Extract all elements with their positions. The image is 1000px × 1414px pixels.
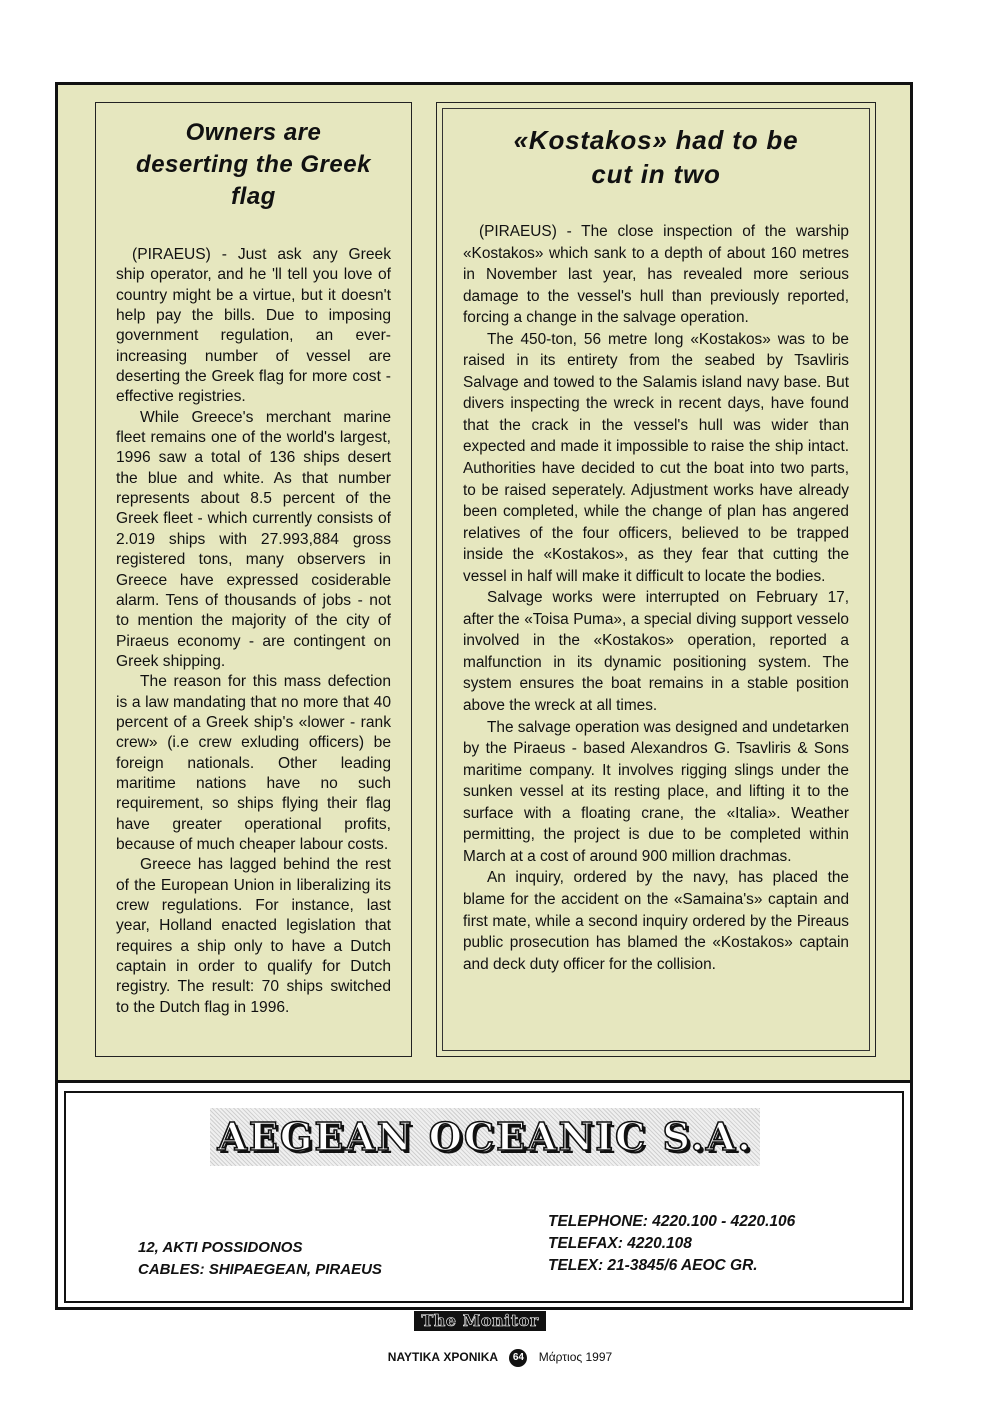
article-kostakos-column bbox=[436, 102, 876, 1057]
article-paragraph: While Greece's merchant marine fleet remains one of the world's largest, 1996 saw a total of 136 ships desert the blue and white. As that number represents about 8.5 percent of the Greek fleet - which currently consists of 2.019 ships with 27.993,884 gross registered tons, many observers in Greece have expressed cosiderable alarm. Tens of thousands of jobs - not to mention the majority of the city of Piraeus economy - are contingent on Greek shipping. bbox=[116, 408, 391, 670]
article-paragraph: (PIRAEUS) - The close inspection of the warship «Kostakos» which sank to a depth of about 160 metres in November last year, has revealed more serious damage to the vessel's hull than previously reported, forcing a change in the salvage operation. bbox=[463, 223, 849, 327]
article-paragraph: An inquiry, ordered by the navy, has placed the blame for the accident on the «Samaina's» captain and first mate, while a second inquiry ordered by the Pireaus public prosecution has blamed the «Kostakos» captain and deck duty officer for the collision. bbox=[463, 869, 849, 973]
advertisement-box bbox=[64, 1091, 904, 1303]
issue-date: Μάρτιος 1997 bbox=[538, 1350, 613, 1364]
company-name: AEGEAN OCEANIC S.A. bbox=[217, 1114, 753, 1159]
page-number: 64 bbox=[509, 1349, 527, 1367]
article-paragraph: The 450-ton, 56 metre long «Kostakos» was to be raised in its entirety from the seabed by Tsavliris Salvage and towed to the Salamis island navy base. But divers inspecting the wreck in recent days, have found that the crack in the vessel's hull was wider than expected and made it impossible to raise the ship intact. Authorities have decided to cut the boat into two parts, to be raised seperately. Adjustment works have already been completed, while the change of plan has angered relatives of the four officers, believed to be trapped inside the «Kostakos», as they fear that cutting the vessel in half will make it difficult to locate the bodies. bbox=[463, 330, 849, 585]
article-flag-column bbox=[95, 102, 412, 1057]
article-kostakos-headline: «Kostakos» had to be cut in two bbox=[513, 125, 799, 189]
telex-line: TELEX: 21-3845/6 AEOC GR. bbox=[548, 1257, 758, 1274]
page-footer bbox=[0, 1348, 1000, 1367]
publication-name: ΝΑΥΤΙΚΑ ΧΡΟΝΙΚΑ bbox=[387, 1350, 499, 1364]
article-kostakos-body bbox=[437, 191, 875, 975]
article-flag-body bbox=[96, 213, 411, 1018]
section-logo-text: The Monitor bbox=[421, 1311, 539, 1330]
article-paragraph: (PIRAEUS) - Just ask any Greek ship operator, and he 'll tell you love of country might be a virtue, but it doesn't help pay the bills. Due to imposing government regulation, an ever-increasing number of vessel are deserting the Greek flag for more cost - effective registries. bbox=[116, 246, 391, 406]
section-logo bbox=[414, 1311, 546, 1331]
article-paragraph: Salvage works were interrupted on February 17, after the «Toisa Puma», a special diving support vesselo involved in the «Kostakos» operation, reported a malfunction in its dynamic positioning system. The system ensures the boat remains in a stable position above the wreck at all times. bbox=[463, 589, 849, 715]
telefax-line: TELEFAX: 4220.108 bbox=[548, 1235, 692, 1252]
articles-panel bbox=[58, 85, 910, 1083]
address-line: 12, AKTI POSSIDONOS bbox=[138, 1239, 303, 1256]
article-paragraph: The reason for this mass defection is a law mandating that no more that 40 percent of a Greek ship's «lower - rank crew» (i.e crew exluding officers) be foreign nationals. Other leading maritime nations have no such requirement, so ships flying their flag have greater operational profits, because of much cheaper labour costs. bbox=[116, 673, 391, 853]
telephone-line: TELEPHONE: 4220.100 - 4220.106 bbox=[548, 1213, 796, 1230]
company-contacts bbox=[548, 1211, 795, 1277]
page-frame bbox=[55, 82, 913, 1310]
company-logo-banner bbox=[210, 1108, 760, 1166]
article-flag-headline: Owners are deserting the Greek flag bbox=[136, 119, 371, 210]
article-paragraph: Greece has lagged behind the rest of the European Union in liberalizing its crew regulations. For instance, last year, Holland enacted legislation that requires a ship only to have a Dutch captain in order to qualify for Dutch registry. The result: 70 ships switched to the Dutch flag in 1996. bbox=[116, 856, 391, 1016]
cables-line: CABLES: SHIPAEGEAN, PIRAEUS bbox=[138, 1261, 382, 1278]
article-paragraph: The salvage operation was designed and undetarken by the Piraeus - based Alexandros G. Tsavliris & Sons maritime company. It involves rigging slings under the sunken vessel at its resting place, and lifting it to the surface with a floating crane, the «Italia». Weather permitting, the project is due to be completed within March at a cost of around 900 million drachmas. bbox=[463, 718, 849, 865]
company-address bbox=[138, 1237, 382, 1281]
